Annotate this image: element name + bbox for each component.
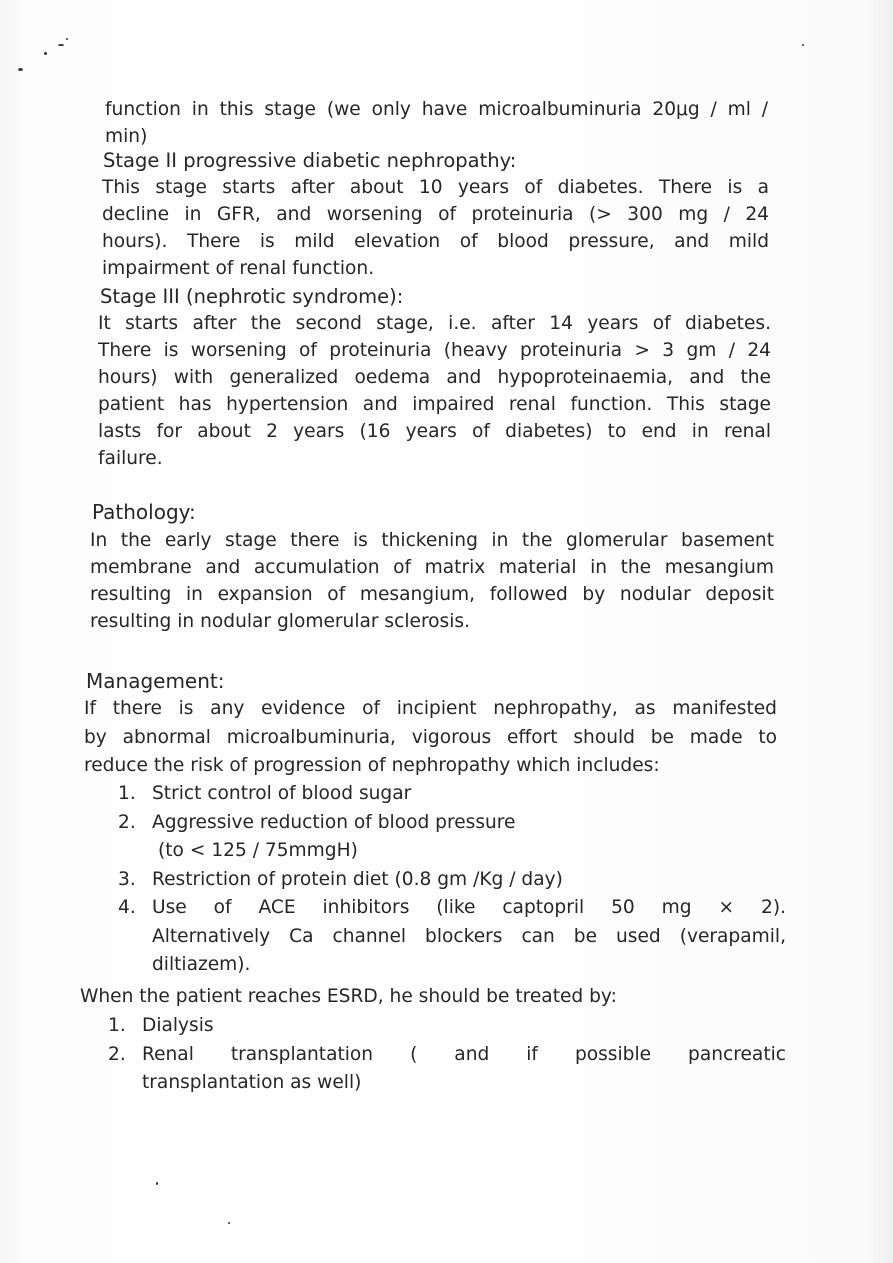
text-line: by abnormal microalbuminuria, vigorous effort should be made to (84, 726, 777, 748)
list-number: 1. (118, 783, 136, 804)
text-line: membrane and accumulation of matrix material in the mesangium (90, 557, 774, 578)
pathology-heading: Pathology: (92, 500, 196, 524)
text-line: decline in GFR, and worsening of proteinuria (> 300 mg / 24 (102, 204, 769, 225)
list-item-text: Aggressive reduction of blood pressure (152, 811, 516, 833)
pathology-paragraph (90, 527, 774, 635)
list-item-text: transplantation as well) (142, 1072, 362, 1093)
list-item (108, 1041, 786, 1098)
text-line: function in this stage (we only have microalbuminuria 20μg / ml / (105, 99, 768, 120)
stage2-paragraph (102, 174, 769, 282)
list-number: 1. (108, 1015, 126, 1036)
text-line: patient has hypertension and impaired renal function. This stage (98, 394, 771, 415)
management-heading: Management: (86, 669, 225, 693)
text-line: In the early stage there is thickening in the glomerular basement (90, 530, 774, 551)
list-item (118, 894, 786, 980)
text-line: It starts after the second stage, i.e. after 14 years of diabetes. (98, 313, 771, 334)
list-number: 2. (108, 1043, 126, 1065)
scan-speck (44, 52, 47, 55)
text-line: lasts for about 2 years (16 years of diabetes) to end in renal (98, 421, 771, 442)
stage3-paragraph (98, 310, 771, 472)
scan-speck (802, 44, 804, 46)
list-number: 3. (118, 868, 136, 890)
list-item-text: Renal transplantation ( and if possible pancreatic (142, 1043, 786, 1065)
text-line: There is worsening of proteinuria (heavy proteinuria > 3 gm / 24 (98, 340, 771, 361)
text-line: hours). There is mild elevation of blood pressure, and mild (102, 231, 769, 252)
text-line: When the patient reaches ESRD, he should be treated by: (80, 986, 617, 1007)
list-item (108, 1012, 786, 1041)
stage3-heading: Stage III (nephrotic syndrome): (100, 285, 404, 308)
list-item (118, 780, 786, 809)
list-item-text: Use of ACE inhibitors (like captopril 50 mg × 2). (152, 897, 786, 918)
text-line: failure. (98, 448, 163, 469)
scan-speck (66, 38, 68, 40)
intro-paragraph (105, 96, 768, 150)
list-item-text: Dialysis (142, 1015, 214, 1036)
scan-speck (18, 68, 23, 71)
list-item-text: diltiazem). (152, 954, 251, 975)
text-line: reduce the risk of progression of nephropathy which includes: (84, 755, 660, 776)
management-list (118, 780, 786, 980)
scan-speck (156, 1182, 158, 1185)
text-line: resulting in nodular glomerular sclerosis. (90, 611, 471, 632)
list-item-text: Restriction of protein diet (0.8 gm /Kg / day) (152, 868, 563, 890)
esrd-paragraph (80, 983, 780, 1012)
stage2-heading: Stage II progressive diabetic nephropathy: (103, 149, 517, 172)
text-line: If there is any evidence of incipient nephropathy, as manifested (84, 698, 777, 719)
list-item-text: Strict control of blood sugar (152, 783, 412, 804)
list-number: 4. (118, 897, 136, 918)
list-number: 2. (118, 811, 136, 833)
list-item (118, 866, 786, 895)
list-item-text: Alternatively Ca channel blockers can be used (verapamil, (152, 925, 786, 947)
text-line: impairment of renal function. (102, 258, 375, 279)
esrd-list (108, 1012, 786, 1098)
text-line: hours) with generalized oedema and hypoproteinaemia, and the (98, 367, 771, 388)
scan-speck (228, 1222, 230, 1224)
text-line: resulting in expansion of mesangium, followed by nodular deposit (90, 584, 774, 605)
text-line: min) (105, 126, 148, 147)
list-item-text: (to < 125 / 75mmgH) (158, 840, 358, 861)
management-paragraph (84, 695, 777, 781)
text-line: This stage starts after about 10 years of diabetes. There is a (102, 177, 769, 198)
list-item (118, 809, 786, 866)
scan-speck (58, 44, 64, 46)
